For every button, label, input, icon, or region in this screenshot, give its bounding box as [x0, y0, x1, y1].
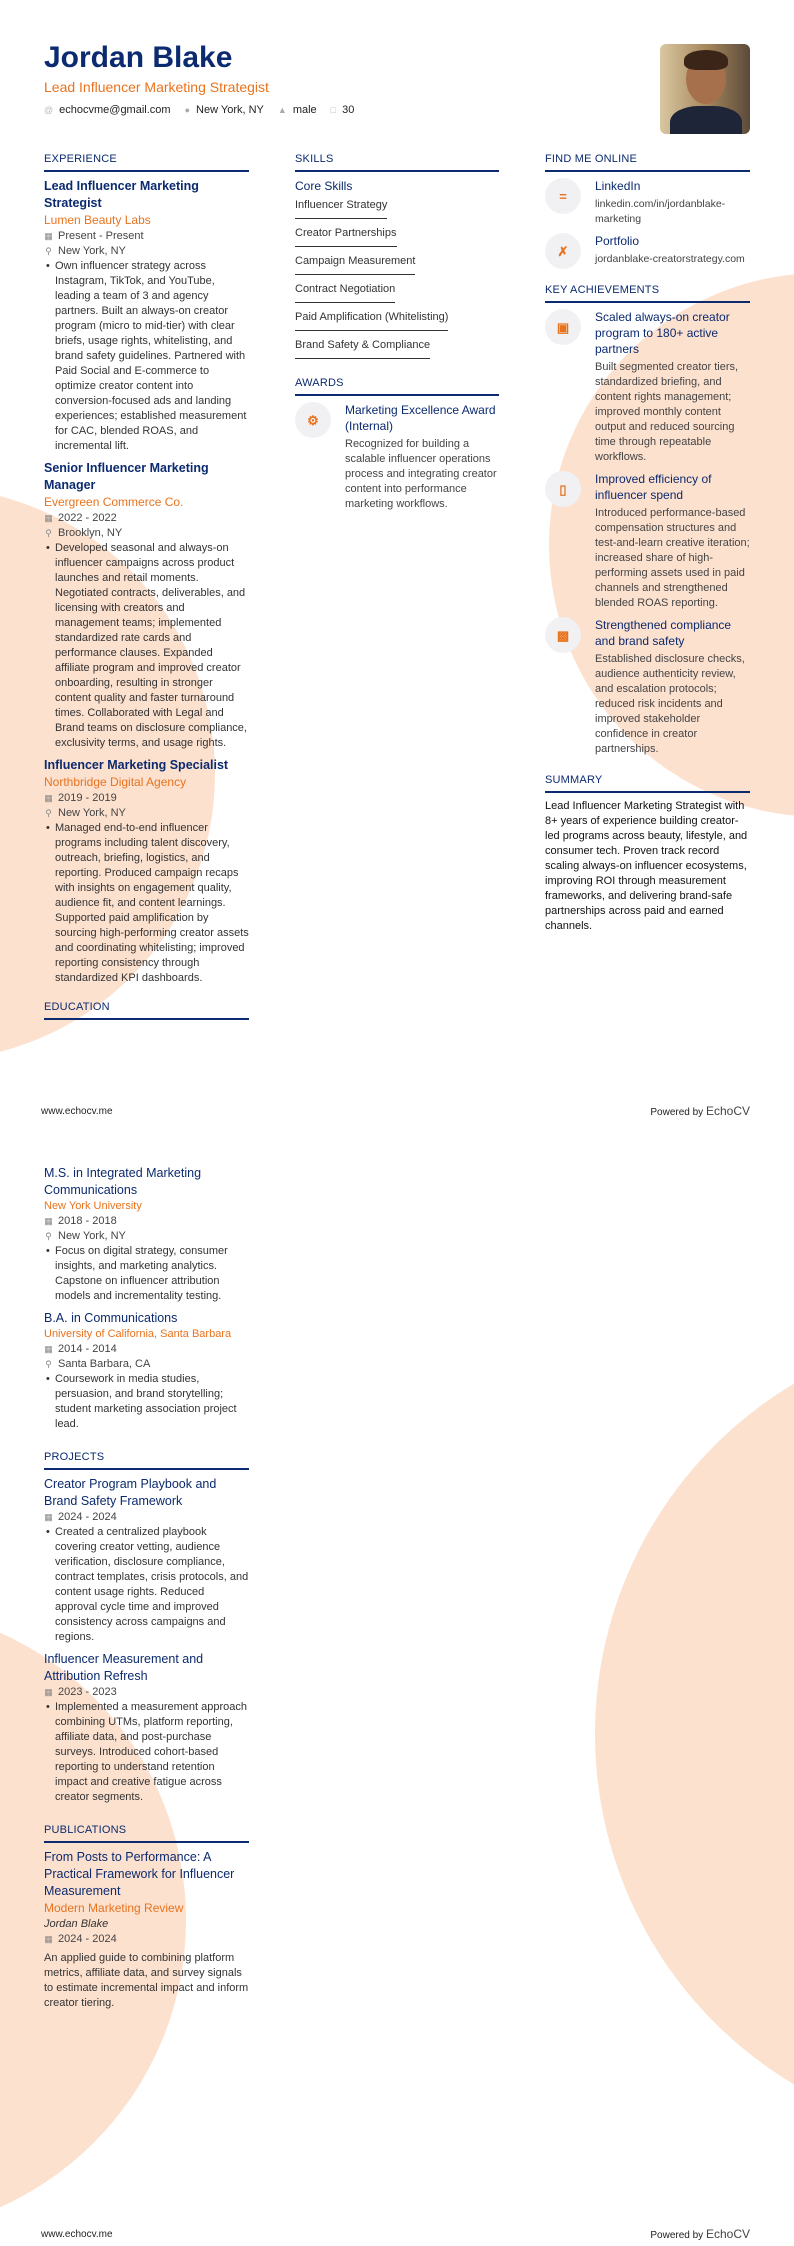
achievement-desc: Introduced performance-based compensation structures and test-and-learn creative iteration; increased share of high-performing assets used in paid channels and strengthened blended ROAS reporting.	[595, 507, 750, 609]
calendar-icon: ▦	[44, 793, 53, 803]
achievement-desc: Established disclosure checks, audience authenticity review, and escalation protocols; reduced risk incidents and improved stakeholder confidence in creator partnerships.	[595, 653, 745, 755]
code-icon: ▣	[545, 309, 581, 345]
bullet-dot: •	[46, 542, 50, 554]
achievement-title: Strengthened compliance and brand safety	[595, 618, 732, 648]
link-label: Portfolio	[595, 234, 640, 248]
skill-item: Contract Negotiation	[295, 280, 395, 303]
company: Lumen Beauty Labs	[44, 213, 151, 227]
portfolio-icon: ✗	[545, 233, 581, 269]
publication-desc: An applied guide to combining platform metrics, affiliate data, and survey signals to estimate incremental impact and inform creator tiering.	[44, 1952, 249, 2009]
calendar-icon: ▦	[44, 1687, 53, 1697]
company: Northbridge Digital Agency	[44, 775, 187, 789]
job-dates: ▦ 2022 - 2022	[44, 512, 117, 524]
section-heading-skills: SKILLS	[295, 152, 499, 172]
award-desc: Recognized for building a scalable influencer operations process and integrating creator content into performance marketing workflows.	[345, 438, 497, 510]
job-location: ⚲ New York, NY	[45, 245, 126, 257]
achievement-entry	[545, 471, 750, 611]
bullet-item: • Created a centralized playbook covering creator vetting, audience verification, disclosure compliance, contract templates, crisis protocols, and content usage rights. Reduced approval cycle time and improved consistency across campaigns and regions.	[46, 1526, 249, 1643]
job-location: ⚲ New York, NY	[45, 807, 126, 819]
calendar-icon: ▦	[44, 1344, 53, 1354]
left-column-continued	[44, 1165, 249, 2011]
bullet-dot: •	[46, 260, 50, 272]
project-title: Influencer Measurement and Attribution Refresh	[44, 1652, 204, 1683]
online-link[interactable]	[545, 233, 750, 269]
map-pin-icon: ⚲	[45, 1231, 52, 1241]
email-icon: @	[44, 105, 54, 115]
job-location: ⚲ Brooklyn, NY	[45, 527, 123, 539]
job-dates: ▦ 2019 - 2019	[44, 792, 117, 804]
age: 30	[342, 104, 355, 116]
experience-entry	[44, 460, 249, 751]
skill-item: Paid Amplification (Whitelisting)	[295, 308, 448, 331]
experience-entry	[44, 757, 249, 986]
gender: male	[292, 104, 317, 116]
edu-location: ⚲ Santa Barbara, CA	[45, 1358, 151, 1370]
link-label: LinkedIn	[595, 179, 641, 193]
skill-item: Brand Safety & Compliance	[295, 336, 430, 359]
edu-dates: ▦ 2018 - 2018	[44, 1215, 117, 1227]
publication-title: From Posts to Performance: A Practical Framework for Influencer Measurement	[44, 1850, 235, 1898]
section-heading-education: EDUCATION	[44, 1000, 249, 1020]
publication-author: Jordan Blake	[44, 1918, 109, 1930]
person-icon: ▲	[277, 105, 287, 115]
calendar-icon: ▦	[44, 231, 53, 241]
bullet-item: • Coursework in media studies, persuasion, and brand storytelling; student marketing association project lead.	[46, 1373, 237, 1430]
calendar-icon: ▦	[44, 513, 53, 523]
gear-icon: ⚙	[295, 402, 331, 438]
experience-entry	[44, 178, 249, 454]
tablet-icon: ▯	[545, 471, 581, 507]
map-pin-icon: ⚲	[45, 246, 52, 256]
section-heading-summary: SUMMARY	[545, 773, 750, 793]
award-title: Marketing Excellence Award (Internal)	[345, 403, 496, 433]
decor-circle	[595, 1326, 794, 2142]
calendar-icon: ▦	[44, 1512, 53, 1522]
summary-text: Lead Influencer Marketing Strategist with 8+ years of experience building creator-led programs across beauty, lifestyle, and consumer tech. Proven track record scaling always-on influencer ecosystems, improving ROI through measurement frameworks, and delivering brand-safe partnerships across paid and earned channels.	[545, 800, 748, 932]
publication-entry	[44, 1849, 249, 2011]
education-entry	[44, 1165, 249, 1304]
skill-item: Influencer Strategy	[295, 196, 387, 219]
project-title: Creator Program Playbook and Brand Safety Framework	[44, 1477, 217, 1508]
left-column	[44, 152, 249, 1026]
project-entry	[44, 1651, 249, 1805]
bullet-item: • Managed end-to-end influencer programs including talent discovery, outreach, briefing, logistics, and reporting. Produced campaign recaps with insights on engagement quality, audience fit, and content learnings. Supported paid amplification by sourcing high-performing creator assets and coordinating whitelisting; improved reporting consistency through standardized KPI dashboards.	[46, 822, 249, 984]
project-dates: ▦ 2023 - 2023	[44, 1686, 117, 1698]
skill-item: Campaign Measurement	[295, 252, 415, 275]
skill-group-title: Core Skills	[295, 179, 353, 193]
brand[interactable]: EchoCV	[705, 2227, 750, 2241]
powered-label: Powered by	[650, 1107, 704, 1118]
education-entry	[44, 1310, 249, 1432]
section-heading-projects: PROJECTS	[44, 1450, 249, 1470]
map-pin-icon: ⚲	[45, 528, 52, 538]
email[interactable]: echocvme@gmail.com	[59, 104, 171, 116]
bullet-dot: •	[46, 1526, 50, 1538]
header	[44, 40, 354, 118]
edu-dates: ▦ 2014 - 2014	[44, 1343, 117, 1355]
job-title: Senior Influencer Marketing Manager	[44, 461, 209, 492]
calendar-icon: □	[330, 105, 337, 115]
project-entry	[44, 1476, 249, 1645]
location: New York, NY	[196, 104, 264, 116]
section-heading-publications: PUBLICATIONS	[44, 1823, 249, 1843]
calendar-icon: ▦	[44, 1934, 53, 1944]
file-check-icon: ▩	[545, 617, 581, 653]
contact-row	[44, 103, 354, 118]
job-dates: ▦ Present - Present	[44, 230, 144, 242]
candidate-name: Jordan Blake	[44, 41, 233, 74]
right-column	[545, 152, 750, 934]
section-heading-awards: AWARDS	[295, 376, 499, 396]
resume-page-2	[0, 1123, 794, 2246]
powered-label: Powered by	[650, 2230, 704, 2241]
footer-powered	[650, 1104, 750, 1120]
calendar-icon: ▦	[44, 1216, 53, 1226]
online-link[interactable]	[545, 178, 750, 227]
job-title: Lead Influencer Marketing Strategist	[44, 179, 199, 210]
bullet-dot: •	[46, 1701, 50, 1713]
bullet-item: • Focus on digital strategy, consumer insights, and marketing analytics. Capstone on influencer attribution models and incrementality testing.	[46, 1245, 228, 1302]
achievement-entry	[545, 617, 750, 757]
project-dates: ▦ 2024 - 2024	[44, 1511, 117, 1523]
publisher: Modern Marketing Review	[44, 1901, 184, 1915]
school: New York University	[44, 1200, 142, 1212]
bullet-item: • Developed seasonal and always-on influencer campaigns across product launches and retail moments. Negotiated contracts, deliverables, and licensing with creators and management teams; implemented standardized rate cards and performance clauses. Expanded affiliate program and improved creator onboarding, resulting in stronger content quality and faster turnaround times. Collaborated with Legal and Brand teams on disclosure compliance, exclusivity terms, and usage rights.	[46, 542, 247, 749]
footer-powered	[650, 2227, 750, 2243]
section-heading-online: FIND ME ONLINE	[545, 152, 750, 172]
linkedin-icon: =	[545, 178, 581, 214]
link-url[interactable]: jordanblake-creatorstrategy.com	[595, 253, 745, 265]
footer-site[interactable]: www.echocv.me	[41, 2229, 113, 2240]
publication-dates: ▦ 2024 - 2024	[44, 1933, 117, 1945]
section-heading-experience: EXPERIENCE	[44, 152, 249, 172]
bullet-dot: •	[46, 1245, 50, 1257]
middle-column	[295, 152, 499, 518]
bullet-dot: •	[46, 822, 50, 834]
award-entry	[295, 402, 499, 512]
achievement-desc: Built segmented creator tiers, standardized briefing, and content rights management; improved monthly content output and reduced sourcing time through repeatable workflows.	[595, 361, 739, 463]
profile-photo	[660, 44, 750, 134]
degree: B.A. in Communications	[44, 1311, 178, 1325]
bullet-dot: •	[46, 1373, 50, 1385]
bullet-item: • Own influencer strategy across Instagram, TikTok, and YouTube, leading a team of 3 and agency partners. Built an always-on creator program (micro to mid-tier) with clear briefs, usage rights, whitelisting, and brand safety guidelines. Partnered with Paid Social and E-commerce to optimize creator content into conversion-focused ads and landing experiences; established measurement for CAC, blended ROAS, and incremental lift.	[46, 260, 247, 452]
bullet-item: • Implemented a measurement approach combining UTMs, platform reporting, affiliate data, and post-purchase surveys. Introduced cohort-based reporting to understand retention impact and creative fatigue across creator segments.	[46, 1701, 247, 1803]
achievement-entry	[545, 309, 750, 465]
footer-site[interactable]: www.echocv.me	[41, 1106, 113, 1117]
job-title: Influencer Marketing Specialist	[44, 758, 229, 772]
company: Evergreen Commerce Co.	[44, 495, 184, 509]
achievement-title: Improved efficiency of influencer spend	[595, 472, 712, 502]
location-icon: ●	[184, 105, 191, 115]
edu-location: ⚲ New York, NY	[45, 1230, 126, 1242]
brand[interactable]: EchoCV	[705, 1104, 750, 1118]
achievement-title: Scaled always-on creator program to 180+ active partners	[595, 310, 730, 356]
candidate-title: Lead Influencer Marketing Strategist	[44, 79, 269, 95]
skill-item: Creator Partnerships	[295, 224, 397, 247]
section-heading-achievements: KEY ACHIEVEMENTS	[545, 283, 750, 303]
link-url[interactable]: linkedin.com/in/jordanblake-marketing	[595, 198, 726, 225]
school: University of California, Santa Barbara	[44, 1328, 232, 1340]
map-pin-icon: ⚲	[45, 808, 52, 818]
degree: M.S. in Integrated Marketing Communications	[44, 1166, 202, 1197]
map-pin-icon: ⚲	[45, 1359, 52, 1369]
